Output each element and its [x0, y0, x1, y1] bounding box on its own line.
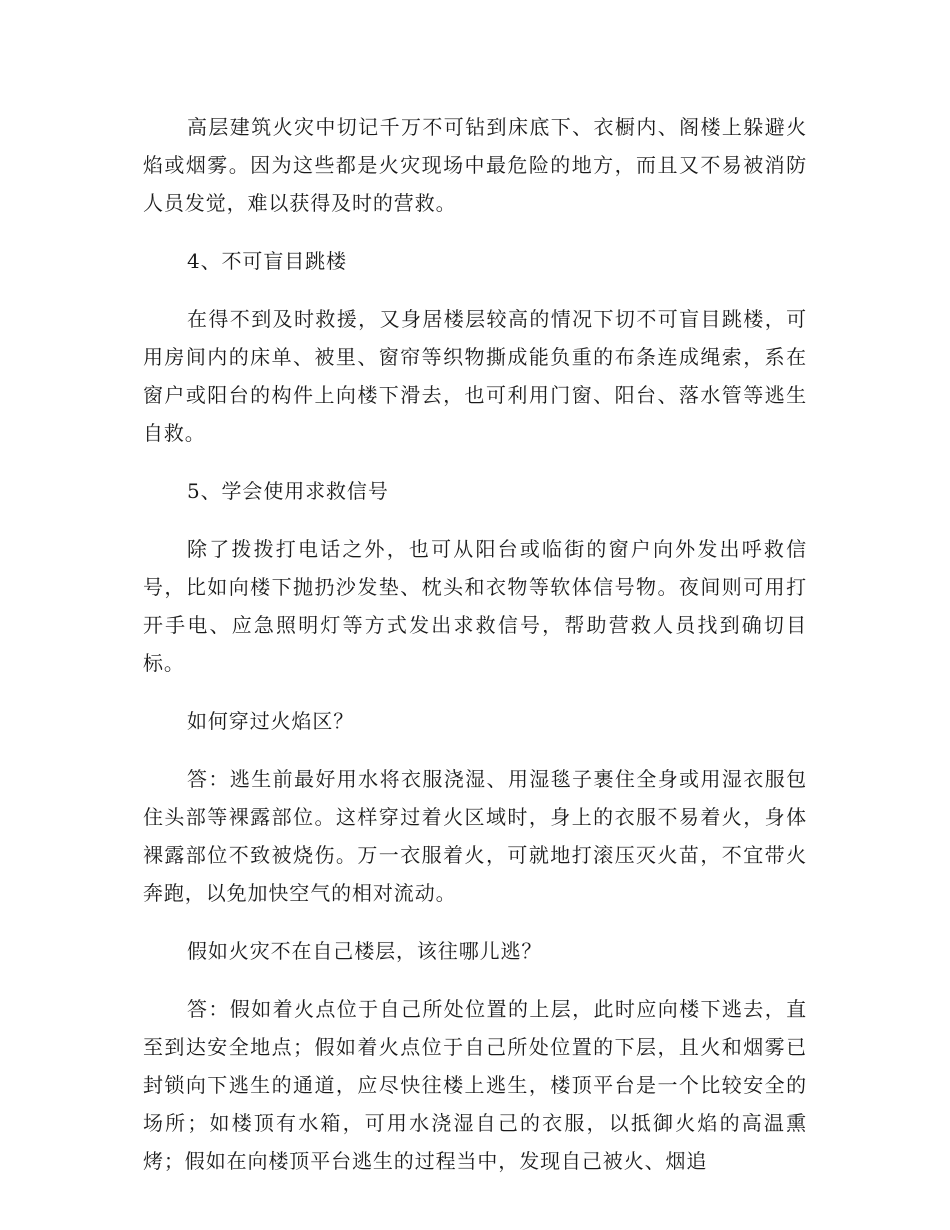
paragraph-distress-signal: 除了拨拨打电话之外，也可从阳台或临街的窗户向外发出呼救信号，比如向楼下抛扔沙发垫、枕头和衣物等软体信号物。夜间则可用打开手电、应急照明灯等方式发出求救信号，帮助营救人员找到确切目标。: [143, 537, 807, 675]
heading-cross-flames: 如何穿过火焰区？: [187, 709, 355, 733]
heading-distress-signal: 5、学会使用求救信号: [187, 479, 389, 503]
paragraph-cross-flames-answer: 答：逃生前最好用水将衣服浇湿、用湿毯子裹住全身或用湿衣服包住头部等裸露部位。这样穿过着火区域时，身上的衣服不易着火，身体裸露部位不致被烧伤。万一衣服着火，可就地打滚压灭火苗，不宜带火奔跑，以免加快空气的相对流动。: [143, 767, 807, 905]
paragraph-hiding-warning: 高层建筑火灾中切记千万不可钻到床底下、衣橱内、阁楼上躲避火焰或烟雾。因为这些都是火灾现场中最危险的地方，而且又不易被消防人员发觉，难以获得及时的营救。: [143, 115, 807, 215]
paragraph-other-floor-answer: 答：假如着火点位于自己所处位置的上层，此时应向楼下逃去，直至到达安全地点；假如着火点位于自己所处位置的下层，且火和烟雾已封锁向下逃生的通道，应尽快往楼上逃生，楼顶平台是一个比较安全的场所；如楼顶有水箱，可用水浇湿自己的衣服，以抵御火焰的高温熏烤；假如在向楼顶平台逃生的过程当中，发现自己被火、烟追: [143, 997, 807, 1173]
document-page: [143, 108, 807, 1180]
heading-no-jumping: 4、不可盲目跳楼: [187, 249, 347, 273]
heading-other-floor: 假如火灾不在自己楼层，该往哪儿逃？: [187, 939, 543, 963]
paragraph-rope-escape: 在得不到及时救援，又身居楼层较高的情况下切不可盲目跳楼，可用房间内的床单、被里、窗帘等织物撕成能负重的布条连成绳索，系在窗户或阳台的构件上向楼下滑去，也可利用门窗、阳台、落水管等逃生自救。: [143, 307, 807, 445]
